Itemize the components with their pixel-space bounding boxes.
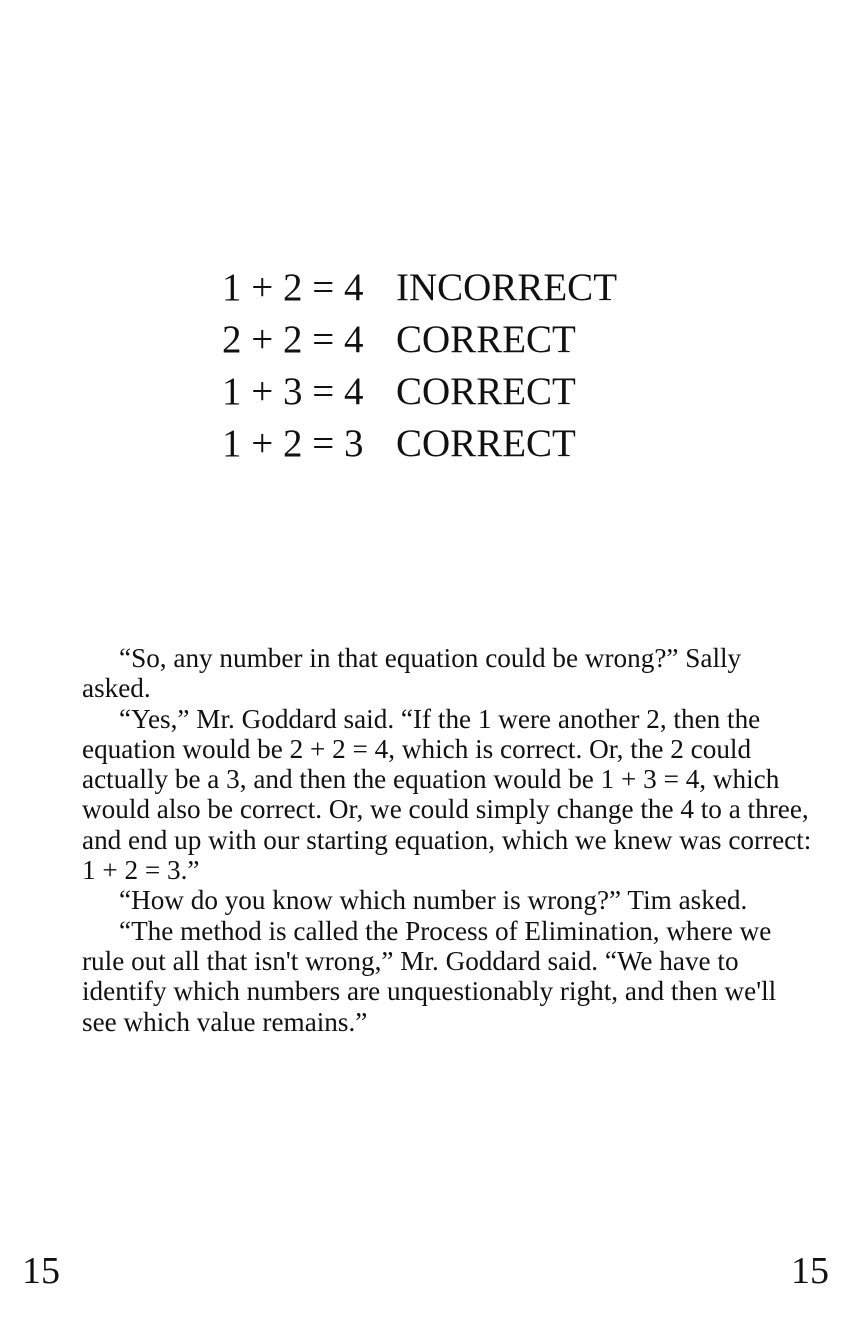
equation-row: [222, 366, 617, 418]
equation-expression: 1 + 2 = 4: [222, 266, 364, 309]
page-number-right: 15: [791, 1250, 829, 1292]
equation-row: [222, 314, 617, 366]
equation-expression: 1 + 2 = 3: [222, 422, 364, 465]
paragraph: “So, any number in that equation could be wrong?” Sally asked.: [82, 643, 742, 704]
page-number-left: 15: [22, 1250, 60, 1292]
paragraph: “How do you know which number is wrong?” Tim asked.: [119, 885, 748, 916]
equation-row: [222, 262, 617, 314]
equation-expression: 1 + 3 = 4: [222, 370, 364, 413]
equation-expression: 2 + 2 = 4: [222, 318, 364, 361]
paragraph: “Yes,” Mr. Goddard said. “If the 1 were another 2, then the equation would be 2 + 2 = 4, which is correct. Or, the 2 could actually be a 3, and then the equation would be 1 + 3 = 4, which would also be correct. Or, we could simply change the 4 to a three, and end up with our starting equation, which we knew was correct: 1 + 2 = 3.”: [82, 703, 812, 886]
equation-verdict: CORRECT: [396, 370, 576, 413]
equation-verdict: INCORRECT: [396, 266, 618, 309]
paragraph: “The method is called the Process of Elimination, where we rule out all that isn't wrong,” Mr. Goddard said. “We have to identify which numbers are unquestionably right, and then we'll see which value remains.”: [82, 915, 777, 1037]
equation-verdict: CORRECT: [396, 422, 576, 465]
equation-verdict: CORRECT: [396, 318, 576, 361]
story-passage: [82, 643, 812, 1037]
equation-table: [222, 262, 617, 470]
equation-row: [222, 418, 617, 470]
